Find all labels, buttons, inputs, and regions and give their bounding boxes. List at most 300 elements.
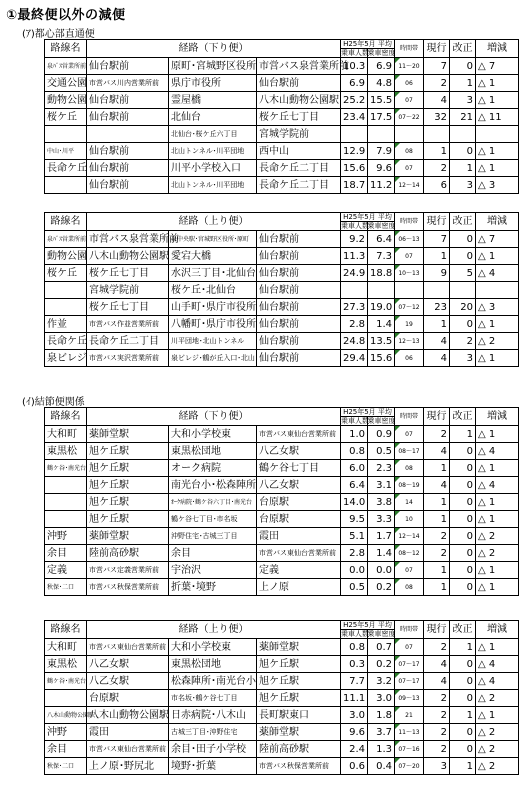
cell-col-2: 市名坂･鶴ケ谷七丁目 — [169, 690, 257, 707]
cell-col-8: 0 — [450, 143, 476, 160]
cell-col-5: 7.3 — [368, 248, 395, 265]
cell-col-2: ｵｰｸ病院･鶴ケ谷六丁目･南光台 — [169, 494, 257, 511]
cell-col-8: 1 — [450, 707, 476, 724]
cell-col-8: 0 — [450, 494, 476, 511]
cell-col-2: 北山トンネル･川平団地 — [169, 177, 257, 194]
table-row — [45, 160, 519, 177]
cell-col-4: 18.7 — [341, 177, 368, 194]
cell-col-3: 霞田 — [257, 528, 341, 545]
cell-col-8: 0 — [450, 477, 476, 494]
cell-col-1: 仙台駅前 — [87, 160, 169, 177]
header-time: 時間帯 — [395, 408, 424, 426]
cell-col-9: △ 3 — [476, 299, 519, 316]
cell-col-0 — [45, 477, 87, 494]
header-density: 乗車密度 — [367, 49, 396, 57]
cell-col-5: 9.6 — [368, 160, 395, 177]
cell-col-1: 仙台駅前 — [87, 92, 169, 109]
cell-col-0: 長命ケ丘 — [45, 160, 87, 177]
header-revised: 改正 — [450, 213, 476, 231]
cell-col-1: 台原駅 — [87, 690, 169, 707]
header-stats — [341, 40, 395, 58]
cell-col-8 — [450, 126, 476, 143]
cell-col-9: △ 7 — [476, 231, 519, 248]
cell-col-5: 1.4 — [368, 545, 395, 562]
cell-col-9: △ 1 — [476, 248, 519, 265]
table-row — [45, 58, 519, 75]
cell-col-8: 0 — [450, 562, 476, 579]
cell-col-7: 4 — [424, 443, 450, 460]
cell-col-9: △ 2 — [476, 724, 519, 741]
cell-col-2: 北山トンネル･川平団地 — [169, 143, 257, 160]
cell-col-8: 0 — [450, 741, 476, 758]
cell-col-5: 0.4 — [368, 758, 395, 775]
cell-col-4: 0.3 — [341, 656, 368, 673]
cell-col-4: 7.7 — [341, 673, 368, 690]
header-revised: 改正 — [450, 621, 476, 639]
header-change: 増減 — [476, 40, 519, 58]
table-row — [45, 299, 519, 316]
header-density: 乗車密度 — [367, 630, 396, 638]
cell-col-2: 日赤病院･八木山 — [169, 707, 257, 724]
header-period: H25年5月 平均 — [341, 40, 394, 49]
header-current: 現行 — [424, 621, 450, 639]
cell-col-3: 台原駅 — [257, 511, 341, 528]
cell-col-4: 0.6 — [341, 758, 368, 775]
cell-col-3: 薬師堂駅 — [257, 724, 341, 741]
cell-col-5: 3.7 — [368, 724, 395, 741]
header-passengers: 乗車人数 — [341, 630, 369, 638]
cell-col-0 — [45, 494, 87, 511]
cell-col-1: 八木山動物公園駅 — [87, 707, 169, 724]
table-row — [45, 511, 519, 528]
cell-col-7: 7 — [424, 58, 450, 75]
header-density: 乗車密度 — [367, 222, 396, 230]
cell-col-7: 4 — [424, 477, 450, 494]
cell-col-9: △ 2 — [476, 758, 519, 775]
cell-col-1: 薬師堂駅 — [87, 528, 169, 545]
header-stat-labels — [341, 222, 394, 230]
table-row — [45, 350, 519, 367]
table-row — [45, 528, 519, 545]
cell-col-1: 長命ケ丘二丁目 — [87, 333, 169, 350]
cell-col-6: 07～17 — [395, 656, 424, 673]
cell-col-2: 鶴ケ谷七丁目･市名坂 — [169, 511, 257, 528]
cell-col-3: 仙台駅前 — [257, 265, 341, 282]
cell-col-3: 長町駅東口 — [257, 707, 341, 724]
header-stat-labels — [341, 630, 394, 638]
cell-col-1: 桜ケ丘七丁目 — [87, 265, 169, 282]
cell-col-8: 2 — [450, 333, 476, 350]
cell-col-3: 八乙女駅 — [257, 477, 341, 494]
cell-col-5: 0.2 — [368, 656, 395, 673]
cell-col-9: △ 1 — [476, 460, 519, 477]
cell-col-1: 仙台駅前 — [87, 58, 169, 75]
table-row — [45, 562, 519, 579]
cell-col-1: 市営バス作並営業所前 — [87, 316, 169, 333]
cell-col-4: 9.5 — [341, 511, 368, 528]
cell-col-7: 1 — [424, 494, 450, 511]
cell-col-9: △ 2 — [476, 528, 519, 545]
cell-col-9: △ 1 — [476, 639, 519, 656]
cell-col-4: 6.9 — [341, 75, 368, 92]
cell-col-3: 台原駅 — [257, 494, 341, 511]
cell-col-0: 中山･川平 — [45, 143, 87, 160]
cell-col-6: 08 — [395, 579, 424, 596]
cell-col-9: △ 2 — [476, 741, 519, 758]
cell-col-0: 沖野 — [45, 724, 87, 741]
cell-col-2: 泉中央駅･宮城野区役所･原町 — [169, 231, 257, 248]
cell-col-0: 鶴ケ谷･南光台 — [45, 673, 87, 690]
cell-col-2: 山手町･県庁市役所 — [169, 299, 257, 316]
cell-col-6: 08～12 — [395, 545, 424, 562]
cell-col-2: 北仙台･桜ケ丘六丁目 — [169, 126, 257, 143]
cell-col-8: 0 — [450, 248, 476, 265]
cell-col-7: 1 — [424, 143, 450, 160]
direct-up-table — [44, 212, 519, 367]
table-row — [45, 143, 519, 160]
cell-col-0: 動物公園 — [45, 248, 87, 265]
cell-col-0: 泉ﾊﾞｽ営業所前 — [45, 231, 87, 248]
cell-col-5: 1.4 — [368, 316, 395, 333]
cell-col-7: 2 — [424, 724, 450, 741]
table-row — [45, 741, 519, 758]
cell-col-9: △ 2 — [476, 690, 519, 707]
cell-col-2: 宇治沢 — [169, 562, 257, 579]
cell-col-4: 0.5 — [341, 579, 368, 596]
cell-col-8: 20 — [450, 299, 476, 316]
table-row — [45, 443, 519, 460]
header-row — [45, 213, 519, 231]
cell-col-6: 07 — [395, 160, 424, 177]
cell-col-4: 23.4 — [341, 109, 368, 126]
cell-col-4: 24.8 — [341, 333, 368, 350]
cell-col-6: 10 — [395, 511, 424, 528]
cell-col-0: 大和町 — [45, 639, 87, 656]
cell-col-7: 1 — [424, 248, 450, 265]
cell-col-3: 仙台駅前 — [257, 231, 341, 248]
header-passengers: 乗車人数 — [341, 49, 369, 57]
cell-col-1: 仙台駅前 — [87, 109, 169, 126]
cell-col-3: 薬師堂駅 — [257, 639, 341, 656]
cell-col-0: 泉ﾊﾞｽ営業所前 — [45, 58, 87, 75]
table-row — [45, 426, 519, 443]
cell-col-0 — [45, 177, 87, 194]
cell-col-8: 1 — [450, 639, 476, 656]
cell-col-4: 24.9 — [341, 265, 368, 282]
cell-col-3: 仙台駅前 — [257, 316, 341, 333]
cell-col-6: 08 — [395, 460, 424, 477]
cell-col-9: △ 1 — [476, 511, 519, 528]
cell-col-5: 6.9 — [368, 58, 395, 75]
cell-col-3: 旭ケ丘駅 — [257, 656, 341, 673]
cell-col-2: 川平小学校入口 — [169, 160, 257, 177]
cell-col-5: 15.5 — [368, 92, 395, 109]
cell-col-4: 0.8 — [341, 639, 368, 656]
cell-col-9: △ 4 — [476, 265, 519, 282]
cell-col-8: 0 — [450, 231, 476, 248]
cell-col-2: 東黒松団地 — [169, 443, 257, 460]
header-stat-labels — [341, 417, 394, 425]
header-change: 増減 — [476, 213, 519, 231]
cell-col-4: 11.3 — [341, 248, 368, 265]
cell-col-1: 宮城学院前 — [87, 282, 169, 299]
cell-col-8: 0 — [450, 511, 476, 528]
cell-col-8: 3 — [450, 92, 476, 109]
cell-col-6: 08～19 — [395, 477, 424, 494]
cell-col-1: 八乙女駅 — [87, 673, 169, 690]
cell-col-0: 動物公園 — [45, 92, 87, 109]
cell-col-4: 2.4 — [341, 741, 368, 758]
header-route: 経路（上り便） — [87, 213, 341, 231]
header-passengers: 乗車人数 — [341, 417, 369, 425]
cell-col-7: 2 — [424, 75, 450, 92]
cell-col-2: 水沢三丁目･北仙台 — [169, 265, 257, 282]
cell-col-7: 4 — [424, 656, 450, 673]
cell-col-4: 9.2 — [341, 231, 368, 248]
cell-col-9: △ 11 — [476, 109, 519, 126]
header-route: 経路（下り便） — [87, 40, 341, 58]
cell-col-7: 2 — [424, 160, 450, 177]
cell-col-6: 12～14 — [395, 528, 424, 545]
header-route: 経路（上り便） — [87, 621, 341, 639]
cell-col-3: 仙台駅前 — [257, 350, 341, 367]
cell-col-5: 7.9 — [368, 143, 395, 160]
cell-col-7: 1 — [424, 511, 450, 528]
cell-col-8: 0 — [450, 545, 476, 562]
cell-col-5: 4.8 — [368, 75, 395, 92]
header-stats — [341, 213, 395, 231]
cell-col-6: 07 — [395, 562, 424, 579]
cell-col-6: 09～13 — [395, 690, 424, 707]
header-time: 時間帯 — [395, 621, 424, 639]
cell-col-5: 1.3 — [368, 741, 395, 758]
header-period: H25年5月 平均 — [341, 621, 394, 630]
cell-col-6: 07 — [395, 248, 424, 265]
cell-col-6: 12～13 — [395, 333, 424, 350]
cell-col-0: 秋保･二口 — [45, 579, 87, 596]
header-line: 路線名 — [45, 621, 87, 639]
cell-col-6: 19 — [395, 316, 424, 333]
cell-col-5 — [368, 126, 395, 143]
cell-col-7 — [424, 126, 450, 143]
header-change: 増減 — [476, 621, 519, 639]
cell-col-6: 06 — [395, 75, 424, 92]
cell-col-1: 市営バス東仙台営業所前 — [87, 639, 169, 656]
cell-col-5: 3.1 — [368, 477, 395, 494]
cell-col-2: 桜ケ丘･北仙台 — [169, 282, 257, 299]
cell-col-1: 桜ケ丘七丁目 — [87, 299, 169, 316]
cell-col-3: 宮城学院前 — [257, 126, 341, 143]
cell-col-9: △ 1 — [476, 160, 519, 177]
cell-col-9: △ 3 — [476, 177, 519, 194]
cell-col-0: 東黒松 — [45, 656, 87, 673]
header-revised: 改正 — [450, 408, 476, 426]
cell-col-3: 仙台駅前 — [257, 333, 341, 350]
cell-col-5: 1.7 — [368, 528, 395, 545]
cell-col-0 — [45, 282, 87, 299]
cell-col-7: 3 — [424, 758, 450, 775]
cell-col-7: 2 — [424, 545, 450, 562]
cell-col-4: 6.4 — [341, 477, 368, 494]
cell-col-1: 仙台駅前 — [87, 177, 169, 194]
table-row — [45, 248, 519, 265]
header-route: 経路（下り便） — [87, 408, 341, 426]
cell-col-6 — [395, 282, 424, 299]
header-current: 現行 — [424, 213, 450, 231]
cell-col-9: △ 7 — [476, 58, 519, 75]
table-row — [45, 333, 519, 350]
cell-col-3: 陸前高砂駅 — [257, 741, 341, 758]
header-stat-labels — [341, 49, 394, 57]
cell-col-4 — [341, 282, 368, 299]
cell-col-3: 桜ケ丘七丁目 — [257, 109, 341, 126]
cell-col-8: 3 — [450, 177, 476, 194]
transfer-up-table — [44, 620, 519, 775]
cell-col-5: 0.7 — [368, 639, 395, 656]
cell-col-3: 仙台駅前 — [257, 248, 341, 265]
cell-col-7: 2 — [424, 639, 450, 656]
cell-col-2: 松森陣所･南光台小 — [169, 673, 257, 690]
cell-col-8: 0 — [450, 673, 476, 690]
cell-col-7: 4 — [424, 92, 450, 109]
cell-col-4: 6.0 — [341, 460, 368, 477]
cell-col-1: 市営バス定義営業所前 — [87, 562, 169, 579]
cell-col-2: 東黒松団地 — [169, 656, 257, 673]
cell-col-4: 0.8 — [341, 443, 368, 460]
cell-col-9 — [476, 126, 519, 143]
cell-col-6: 21 — [395, 707, 424, 724]
cell-col-4: 3.0 — [341, 707, 368, 724]
cell-col-0: 泉ビレジ — [45, 350, 87, 367]
cell-col-8: 21 — [450, 109, 476, 126]
cell-col-6: 07～22 — [395, 109, 424, 126]
cell-col-7: 1 — [424, 579, 450, 596]
cell-col-0: 長命ケ丘 — [45, 333, 87, 350]
cell-col-7: 4 — [424, 333, 450, 350]
header-current: 現行 — [424, 408, 450, 426]
cell-col-2: 沖野住宅･古城三丁目 — [169, 528, 257, 545]
cell-col-1: 旭ケ丘駅 — [87, 511, 169, 528]
cell-col-7: 6 — [424, 177, 450, 194]
cell-col-8: 0 — [450, 724, 476, 741]
cell-col-4: 0.0 — [341, 562, 368, 579]
cell-col-2: 折葉･境野 — [169, 579, 257, 596]
header-period: H25年5月 平均 — [341, 213, 394, 222]
cell-col-4: 9.6 — [341, 724, 368, 741]
header-density: 乗車密度 — [367, 417, 396, 425]
cell-col-0 — [45, 299, 87, 316]
cell-col-6: 07～16 — [395, 741, 424, 758]
cell-col-7: 2 — [424, 707, 450, 724]
cell-col-1: 陸前高砂駅 — [87, 545, 169, 562]
cell-col-3: 八木山動物公園駅 — [257, 92, 341, 109]
cell-col-2: 南光台小･松森陣所 — [169, 477, 257, 494]
cell-col-9: △ 1 — [476, 143, 519, 160]
cell-col-9: △ 1 — [476, 316, 519, 333]
cell-col-8: 0 — [450, 528, 476, 545]
cell-col-5: 0.0 — [368, 562, 395, 579]
header-stats — [341, 621, 395, 639]
cell-col-3: 仙台駅前 — [257, 282, 341, 299]
cell-col-9: △ 4 — [476, 673, 519, 690]
cell-col-5: 0.9 — [368, 426, 395, 443]
cell-col-3: 上ノ原 — [257, 579, 341, 596]
cell-col-5: 1.8 — [368, 707, 395, 724]
cell-col-8 — [450, 282, 476, 299]
cell-col-5: 17.5 — [368, 109, 395, 126]
cell-col-9: △ 4 — [476, 443, 519, 460]
cell-col-1 — [87, 126, 169, 143]
cell-col-8: 0 — [450, 443, 476, 460]
cell-col-7: 4 — [424, 673, 450, 690]
cell-col-0 — [45, 511, 87, 528]
cell-col-6: 07 — [395, 426, 424, 443]
cell-col-4: 29.4 — [341, 350, 368, 367]
cell-col-6: 07～17 — [395, 673, 424, 690]
cell-col-0: 鶴ケ谷･南光台 — [45, 460, 87, 477]
cell-col-0: 定義 — [45, 562, 87, 579]
header-line: 路線名 — [45, 408, 87, 426]
cell-col-0 — [45, 126, 87, 143]
cell-col-6: 06 — [395, 350, 424, 367]
cell-col-4: 15.6 — [341, 160, 368, 177]
cell-col-9: △ 1 — [476, 350, 519, 367]
table-row — [45, 494, 519, 511]
cell-col-8: 1 — [450, 75, 476, 92]
cell-col-2: オーク病院 — [169, 460, 257, 477]
cell-col-7: 1 — [424, 460, 450, 477]
transfer-down-table — [44, 407, 519, 596]
cell-col-7: 23 — [424, 299, 450, 316]
cell-col-2: 霊屋橋 — [169, 92, 257, 109]
table-row — [45, 545, 519, 562]
cell-col-1: 八乙女駅 — [87, 656, 169, 673]
cell-col-1: 市営バス川内営業所前 — [87, 75, 169, 92]
cell-col-9: △ 1 — [476, 494, 519, 511]
cell-col-0 — [45, 690, 87, 707]
cell-col-1: 上ノ原･野尻北 — [87, 758, 169, 775]
cell-col-2: 大和小学校東 — [169, 639, 257, 656]
cell-col-0: 大和町 — [45, 426, 87, 443]
cell-col-2: 泉ビレジ･鶴が丘入口･北山 — [169, 350, 257, 367]
cell-col-3: 八乙女駅 — [257, 443, 341, 460]
cell-col-6: 08～17 — [395, 443, 424, 460]
cell-col-0: 余目 — [45, 741, 87, 758]
cell-col-7: 2 — [424, 741, 450, 758]
cell-col-4: 27.3 — [341, 299, 368, 316]
table-row — [45, 579, 519, 596]
cell-col-5: 3.8 — [368, 494, 395, 511]
cell-col-9: △ 1 — [476, 75, 519, 92]
cell-col-4: 2.8 — [341, 316, 368, 333]
cell-col-4: 10.3 — [341, 58, 368, 75]
cell-col-9: △ 1 — [476, 579, 519, 596]
cell-col-5: 19.0 — [368, 299, 395, 316]
cell-col-5: 13.5 — [368, 333, 395, 350]
cell-col-0: 桜ケ丘 — [45, 109, 87, 126]
cell-col-8: 1 — [450, 160, 476, 177]
cell-col-4: 25.2 — [341, 92, 368, 109]
page-heading: ①最終便以外の減便 — [6, 8, 126, 23]
table-row — [45, 758, 519, 775]
cell-col-9: △ 1 — [476, 426, 519, 443]
cell-col-4: 14.0 — [341, 494, 368, 511]
cell-col-3: 市営バス秋保営業所前 — [257, 758, 341, 775]
cell-col-2: 余目 — [169, 545, 257, 562]
cell-col-3: 西中山 — [257, 143, 341, 160]
cell-col-6 — [395, 126, 424, 143]
header-period: H25年5月 平均 — [341, 408, 394, 417]
